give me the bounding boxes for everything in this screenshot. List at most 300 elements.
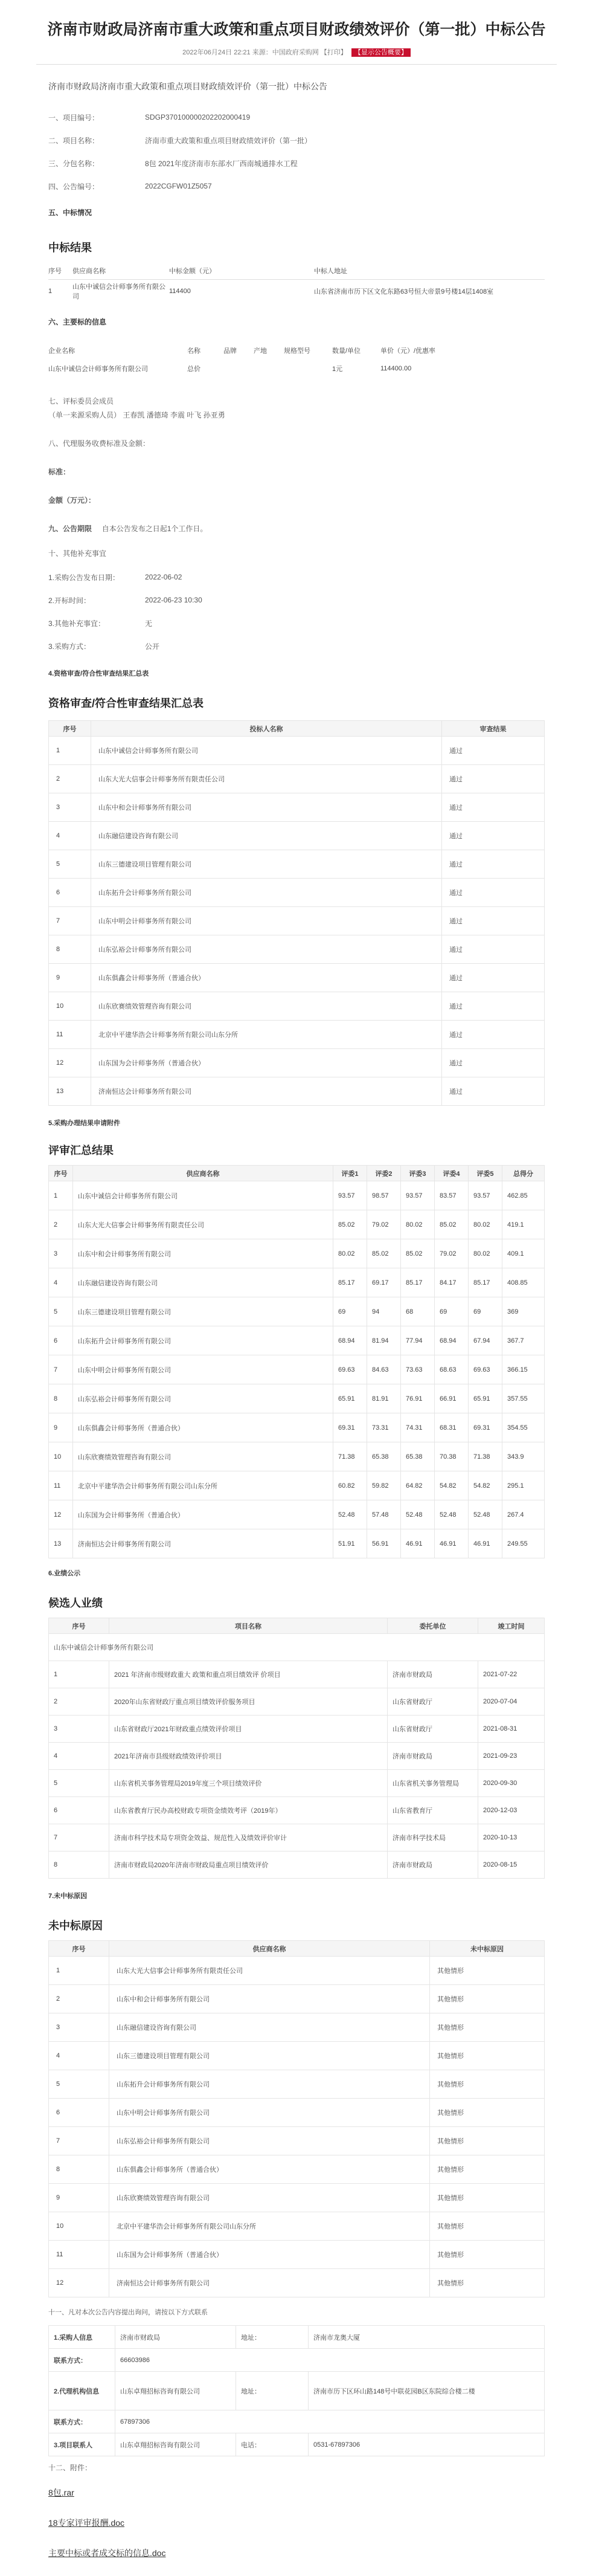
info-key: 3.其他补充事宜：	[48, 619, 106, 628]
table-row	[49, 1688, 545, 1716]
cell: 山东国为会计师事务所（普通合伙）	[91, 1049, 442, 1077]
cell: 2.代理机构信息	[49, 2372, 115, 2410]
cell: 4	[49, 822, 91, 850]
col-header: 投标人名称	[91, 721, 442, 737]
table-row	[49, 1326, 545, 1355]
table-row	[49, 1661, 545, 1688]
cell: 其他情形	[430, 2013, 545, 2042]
cell: 419.1	[502, 1210, 545, 1239]
cell: 山东大光大信事会计师事务所有限责任公司	[73, 1210, 333, 1239]
cell: 其他情形	[430, 1985, 545, 2013]
col-header: 评委5	[469, 1166, 502, 1181]
cell: 10	[49, 1442, 73, 1471]
table-row	[49, 2127, 545, 2155]
section-8: 八、代理服务收费标准及金额：	[48, 439, 150, 448]
col-header: 评委3	[401, 1166, 435, 1181]
cell: 山东俱鑫会计师事务所（普通合伙）	[73, 1413, 333, 1442]
cell: 66.91	[435, 1384, 469, 1413]
info-row	[48, 129, 557, 152]
cell: 85.17	[401, 1268, 435, 1297]
cell: 46.91	[435, 1529, 469, 1558]
cell: 地址：	[236, 2326, 309, 2349]
cell: 山东融信建设咨询有限公司	[91, 822, 442, 850]
cell: 66603986	[115, 2349, 545, 2372]
col-header: 评委4	[435, 1166, 469, 1181]
cell: 59.82	[367, 1471, 401, 1500]
table-row	[49, 2241, 545, 2269]
cell: 3	[49, 1239, 73, 1268]
table-row	[49, 1021, 545, 1049]
subject-table	[48, 341, 545, 378]
col-header: 序号	[48, 262, 72, 279]
cell: 4	[49, 2042, 109, 2070]
cell: 2021年济南市县级财政绩效评价项目	[109, 1743, 388, 1770]
table-row	[49, 1957, 545, 1985]
cell: 93.57	[333, 1181, 367, 1210]
cell: 249.55	[502, 1529, 545, 1558]
info-value: 公开	[145, 642, 160, 651]
cell: 通过	[442, 907, 545, 935]
cell: 2021 年济南市级财政重大 政策和重点项目绩效评 价项目	[109, 1661, 388, 1688]
cell: 2020年山东省财政厅重点项目绩效评价服务项目	[109, 1688, 388, 1716]
cell: 85.02	[435, 1210, 469, 1239]
cell: 山东省财政厅	[388, 1688, 478, 1716]
cell: 79.02	[367, 1210, 401, 1239]
cell: 5	[49, 850, 91, 879]
cell: 46.91	[401, 1529, 435, 1558]
cell: 84.17	[435, 1268, 469, 1297]
cell: 山东弘裕会计师事务所有限公司	[91, 935, 442, 964]
info-value: 2022CGFW01Z5057	[145, 182, 212, 190]
table-row	[49, 1049, 545, 1077]
cell: 山东中诚信会计师事务所有限公司	[48, 366, 148, 373]
attachment-link[interactable]: 18专家评审报酬.doc	[48, 2518, 125, 2528]
cell: 74.31	[401, 1413, 435, 1442]
cell: 69.31	[333, 1413, 367, 1442]
info-key: 二、项目名称：	[48, 136, 100, 145]
cell: 80.02	[333, 1239, 367, 1268]
cell: 通过	[442, 879, 545, 907]
cell: 68	[401, 1297, 435, 1326]
table-row	[49, 850, 545, 879]
table-row	[49, 907, 545, 935]
cell: 山东俱鑫会计师事务所（普通合伙）	[109, 2155, 430, 2184]
cell: 51.91	[333, 1529, 367, 1558]
cell: 11	[49, 1471, 73, 1500]
cell: 山东中和会计师事务所有限公司	[73, 1239, 333, 1268]
cell: 94	[367, 1297, 401, 1326]
cell: 69	[435, 1297, 469, 1326]
unw-table	[48, 1940, 545, 2297]
cell: 山东省机关事务管理局2019年度三个项目绩效评价	[109, 1770, 388, 1797]
cell: 85.17	[469, 1268, 502, 1297]
subtitle: 济南市财政局济南市重大政策和重点项目财政绩效评价（第一批）中标公告	[48, 82, 327, 91]
cell: 其他情形	[430, 2070, 545, 2099]
cell: 1	[49, 1181, 73, 1210]
cell: 93.57	[401, 1181, 435, 1210]
cell: 5	[49, 1770, 109, 1797]
table-row	[49, 1210, 545, 1239]
cell: 济南市科学技术局	[388, 1824, 478, 1851]
cell: 数量/单位	[332, 347, 361, 355]
section-9: 九、公告期限	[48, 525, 92, 533]
cell: 52.48	[435, 1500, 469, 1529]
col-header: 序号	[49, 1941, 109, 1957]
table-row	[49, 1716, 545, 1743]
cell: 济南恒达会计师事务所有限公司	[109, 2269, 430, 2297]
cell: 济南市财政局	[115, 2326, 236, 2349]
table-row	[49, 964, 545, 992]
cell: 93.57	[469, 1181, 502, 1210]
cell: 其他情形	[430, 2155, 545, 2184]
cell: 地址：	[236, 2372, 309, 2410]
cell: 山东弘裕会计师事务所有限公司	[73, 1384, 333, 1413]
section-4: 4.资格审查/符合性审查结果汇总表	[48, 670, 149, 677]
cell: 山东中诚信会计师事务所有限公司	[73, 1181, 333, 1210]
cell: 80.02	[401, 1210, 435, 1239]
cell: 山东欣赛绩效管理咨询有限公司	[91, 992, 442, 1021]
info-row	[48, 152, 557, 175]
cell: 52.48	[401, 1500, 435, 1529]
cell: 4	[49, 1268, 73, 1297]
cell: 山东三德建设项目管理有限公司	[109, 2042, 430, 2070]
cell: 354.55	[502, 1413, 545, 1442]
cell: 357.55	[502, 1384, 545, 1413]
cell: 56.91	[367, 1529, 401, 1558]
cell: 山东卓翔招标咨询有限公司	[115, 2372, 236, 2410]
cell: 46.91	[469, 1529, 502, 1558]
section-7b: 7.未中标原因	[48, 1893, 88, 1900]
cell: 57.48	[367, 1500, 401, 1529]
cell: 山东省财政厅	[388, 1716, 478, 1743]
cell: 10	[49, 2212, 109, 2241]
cell: 通过	[442, 1077, 545, 1106]
table-row	[49, 1851, 545, 1879]
cell: 80.02	[469, 1210, 502, 1239]
cell: 64.82	[401, 1471, 435, 1500]
cell: 北京中平建华浩会计师事务所有限公司山东分所	[73, 1471, 333, 1500]
cell: 产地	[254, 347, 267, 355]
cell: 其他情形	[430, 2269, 545, 2297]
section-10: 十、其他补充事宜	[48, 549, 107, 558]
cell: 山东拓升会计师事务所有限公司	[91, 879, 442, 907]
cell: 12	[49, 2269, 109, 2297]
cell: 367.7	[502, 1326, 545, 1355]
cell: 通过	[442, 1021, 545, 1049]
cell: 8	[49, 2155, 109, 2184]
cell: 6	[49, 1797, 109, 1824]
cell: 山东大光大信事会计师事务所有限责任公司	[109, 1957, 430, 1985]
cell: 6	[49, 2099, 109, 2127]
cell: 1	[49, 1661, 109, 1688]
summary-toggle[interactable]: 【显示公告概要】	[351, 48, 411, 57]
table-row	[49, 1181, 545, 1210]
table-row	[49, 935, 545, 964]
cell: 2	[49, 1985, 109, 2013]
cell: 山东中明会计师事务所有限公司	[109, 2099, 430, 2127]
cell: 65.91	[469, 1384, 502, 1413]
section-6: 六、主要标的信息	[48, 318, 107, 326]
page-title: 济南市财政局济南市重大政策和重点项目财政绩效评价（第一批）中标公告	[47, 21, 546, 38]
section-5b: 5.采购办理结果申请附件	[48, 1120, 121, 1127]
cell: 北京中平建华浩会计师事务所有限公司山东分所	[91, 1021, 442, 1049]
cell: 山东省教育厅民办高校财政专项资金绩效考评（2019年）	[109, 1797, 388, 1824]
cell: 65.91	[333, 1384, 367, 1413]
divider	[36, 64, 557, 65]
cell: 3	[49, 2013, 109, 2042]
info-value: 2022-06-23 10:30	[145, 596, 202, 604]
cell: 114400.00	[380, 365, 412, 372]
perf-heading: 候选人业绩	[48, 1597, 103, 1609]
attachment-link[interactable]: 8包.rar	[48, 2488, 74, 2497]
cell: 73.31	[367, 1413, 401, 1442]
table-row	[49, 1500, 545, 1529]
cell: 通过	[442, 765, 545, 793]
panel-row	[36, 410, 557, 420]
cell: 8	[49, 935, 91, 964]
cell: 3	[49, 1716, 109, 1743]
cell: 济南市财政局	[388, 1743, 478, 1770]
cell: 山东中和会计师事务所有限公司	[109, 1985, 430, 2013]
cell: 13	[49, 1529, 73, 1558]
cell: 54.82	[435, 1471, 469, 1500]
cell: 77.94	[401, 1326, 435, 1355]
contact-table	[48, 2325, 545, 2456]
cell: 3	[49, 793, 91, 822]
cell: 山东省教育厅	[388, 1797, 478, 1824]
cell: 76.91	[401, 1384, 435, 1413]
cell: 通过	[442, 992, 545, 1021]
cell: 其他情形	[430, 1957, 545, 1985]
info-value: 2022-06-02	[145, 573, 182, 581]
cell: 其他情形	[430, 2212, 545, 2241]
cell: 济南恒达会计师事务所有限公司	[91, 1077, 442, 1106]
col-header: 委托单位	[388, 1618, 478, 1634]
attachment-link[interactable]: 主要中标或者成交标的信息.doc	[48, 2548, 166, 2558]
info-row	[48, 612, 557, 634]
cell: 2020-08-15	[478, 1851, 545, 1879]
cell: 山东省机关事务管理局	[388, 1770, 478, 1797]
win-heading: 中标结果	[48, 242, 92, 254]
unw-heading: 未中标原因	[48, 1920, 103, 1932]
cell: 7	[49, 907, 91, 935]
print-link[interactable]: 【打印】	[320, 49, 347, 56]
cell: 通过	[442, 935, 545, 964]
table-row	[49, 2184, 545, 2212]
table-row	[49, 1797, 545, 1824]
cell: 山东三德建设项目管理有限公司	[91, 850, 442, 879]
cell: 山东融信建设咨询有限公司	[73, 1268, 333, 1297]
cell: 80.02	[469, 1239, 502, 1268]
cell: 114400	[169, 288, 191, 295]
panel-members: 王春凯 潘德琦 李震 叶飞 孙亚勇	[123, 411, 225, 419]
table-row	[49, 2099, 545, 2127]
cell: 品牌	[223, 347, 237, 355]
win-table	[48, 262, 545, 303]
section-6b: 6.业绩公示	[48, 1570, 81, 1577]
table-row	[49, 2269, 545, 2297]
cell: 8	[49, 1851, 109, 1879]
cell: 0531-67897306	[309, 2433, 545, 2456]
col-header: 序号	[49, 721, 91, 737]
cell: 其他情形	[430, 2127, 545, 2155]
cell: 70.38	[435, 1442, 469, 1471]
meta-line	[36, 47, 557, 57]
cell: 10	[49, 992, 91, 1021]
cell: 1.采购人信息	[49, 2326, 115, 2349]
cell: 2020-12-03	[478, 1797, 545, 1824]
cell: 7	[49, 1355, 73, 1384]
cell: 通过	[442, 737, 545, 765]
cell: 山东国为会计师事务所（普通合伙）	[73, 1500, 333, 1529]
cell: 67897306	[115, 2410, 545, 2433]
cell: 山东俱鑫会计师事务所（普通合伙）	[91, 964, 442, 992]
basic-info	[36, 106, 557, 198]
cell: 85.02	[333, 1210, 367, 1239]
source: 来源：中国政府采购网	[252, 49, 319, 56]
cell: 山东拓升会计师事务所有限公司	[73, 1326, 333, 1355]
info-row	[48, 634, 557, 657]
table-row	[49, 879, 545, 907]
table-row	[49, 1824, 545, 1851]
cell: 济南市历下区环山路148号中联花园B区东院综合楼二楼	[309, 2372, 545, 2410]
info-key: 四、公告编号：	[48, 182, 100, 191]
cell: 11	[49, 1021, 91, 1049]
cell: 69	[333, 1297, 367, 1326]
cell: 5	[49, 2070, 109, 2099]
cell: 85.17	[333, 1268, 367, 1297]
cell: 71.38	[469, 1442, 502, 1471]
cell: 单价（元）/优惠率	[380, 347, 436, 355]
cell: 69.17	[367, 1268, 401, 1297]
cell: 52.48	[333, 1500, 367, 1529]
cell: 山东三德建设项目管理有限公司	[73, 1297, 333, 1326]
table-row	[49, 1770, 545, 1797]
cell: 9	[49, 964, 91, 992]
col-header: 竣工时间	[478, 1618, 545, 1634]
cell: 联系方式：	[49, 2410, 115, 2433]
col-header: 审查结果	[442, 721, 545, 737]
cell: 济南市财政局	[388, 1661, 478, 1688]
col-header: 供应商名称	[109, 1941, 430, 1957]
cell: 85.02	[367, 1239, 401, 1268]
table-row	[49, 2042, 545, 2070]
cell: 企业名称	[48, 347, 75, 355]
cell: 67.94	[469, 1326, 502, 1355]
cell: 2020-10-13	[478, 1824, 545, 1851]
cell: 5	[49, 1297, 73, 1326]
cell: 通过	[442, 964, 545, 992]
cell: 山东欣赛绩效管理咨询有限公司	[73, 1442, 333, 1471]
cell: 其他情形	[430, 2184, 545, 2212]
cell: 7	[49, 1824, 109, 1851]
cell: 济南市财政局2020年济南市财政局重点项目绩效评价	[109, 1851, 388, 1879]
cell: 2021-09-23	[478, 1743, 545, 1770]
cell: 12	[49, 1049, 91, 1077]
cell: 69.31	[469, 1413, 502, 1442]
info-row	[48, 175, 557, 198]
cell: 12	[49, 1500, 73, 1529]
cell: 68.31	[435, 1413, 469, 1442]
col-header: 供应商名称	[73, 1166, 333, 1181]
table-row	[49, 1413, 545, 1442]
cell: 其他情形	[430, 2241, 545, 2269]
cell: 85.02	[401, 1239, 435, 1268]
col-header: 中标金额（元）	[169, 262, 314, 279]
col-header: 供应商名称	[72, 262, 169, 279]
cell: 山东中明会计师事务所有限公司	[73, 1355, 333, 1384]
cell: 名称	[187, 347, 200, 355]
cell: 总价	[187, 366, 200, 373]
table-row	[49, 1297, 545, 1326]
info-value: 无	[145, 619, 153, 628]
table-row	[49, 793, 545, 822]
cell: 69.63	[333, 1355, 367, 1384]
cell: 1	[48, 288, 53, 295]
cell: 山东拓升会计师事务所有限公司	[109, 2070, 430, 2099]
cell: 山东欣赛绩效管理咨询有限公司	[109, 2184, 430, 2212]
fee-amount: 金额（万元）：	[48, 496, 96, 505]
cell: 83.57	[435, 1181, 469, 1210]
cell: 通过	[442, 850, 545, 879]
section-9-text: 自本公告发布之日起1个工作日。	[101, 525, 208, 533]
cell: 规格型号	[284, 347, 310, 355]
table-row	[49, 1268, 545, 1297]
cell: 通过	[442, 1049, 545, 1077]
table-row	[49, 822, 545, 850]
cell: 81.91	[367, 1384, 401, 1413]
perf-company: 山东中诚信会计师事务所有限公司	[49, 1634, 545, 1661]
cell	[254, 360, 284, 378]
cell: 2	[49, 765, 91, 793]
section-7: 七、评标委员会成员	[48, 397, 114, 405]
cell: 54.82	[469, 1471, 502, 1500]
col-header: 总得分	[502, 1166, 545, 1181]
perf-table	[48, 1618, 545, 1879]
section-9-row	[36, 523, 557, 534]
cell: 295.1	[502, 1471, 545, 1500]
cell: 9	[49, 1413, 73, 1442]
table-row	[49, 1529, 545, 1558]
col-header: 中标人地址	[314, 262, 545, 279]
cell: 69	[469, 1297, 502, 1326]
cell: 联系方式：	[49, 2349, 115, 2372]
cell: 9	[49, 2184, 109, 2212]
cell: 济南市财政局	[388, 1851, 478, 1879]
cell: 1	[49, 1957, 109, 1985]
cell: 52.48	[469, 1500, 502, 1529]
info-row	[48, 566, 557, 589]
cell: 68.94	[435, 1326, 469, 1355]
col-header: 评委2	[367, 1166, 401, 1181]
other-info	[36, 566, 557, 657]
cell: 409.1	[502, 1239, 545, 1268]
cell: 山东中和会计师事务所有限公司	[91, 793, 442, 822]
cell: 山东中诚信会计师事务所有限公司	[91, 737, 442, 765]
cell: 4	[49, 1743, 109, 1770]
cell: 山东中诚信会计师事务所有限公司	[72, 283, 165, 301]
qual-heading: 资格审查/符合性审查结果汇总表	[48, 697, 204, 709]
cell: 山东省济南市历下区文化东路63号恒大帝景9号楼14层1408室	[314, 288, 494, 296]
section-11: 十一、凡对本次公告内容提出询问，请按以下方式联系	[48, 2309, 208, 2316]
section-5: 五、中标情况	[48, 208, 92, 217]
cell: 6	[49, 879, 91, 907]
cell: 济南市科学技术局专项资金效益、规范性入及绩效评价审计	[109, 1824, 388, 1851]
cell: 济南市龙奥大厦	[309, 2326, 545, 2349]
cell: 1元	[332, 366, 343, 373]
col-header: 项目名称	[109, 1618, 388, 1634]
info-row	[48, 589, 557, 612]
